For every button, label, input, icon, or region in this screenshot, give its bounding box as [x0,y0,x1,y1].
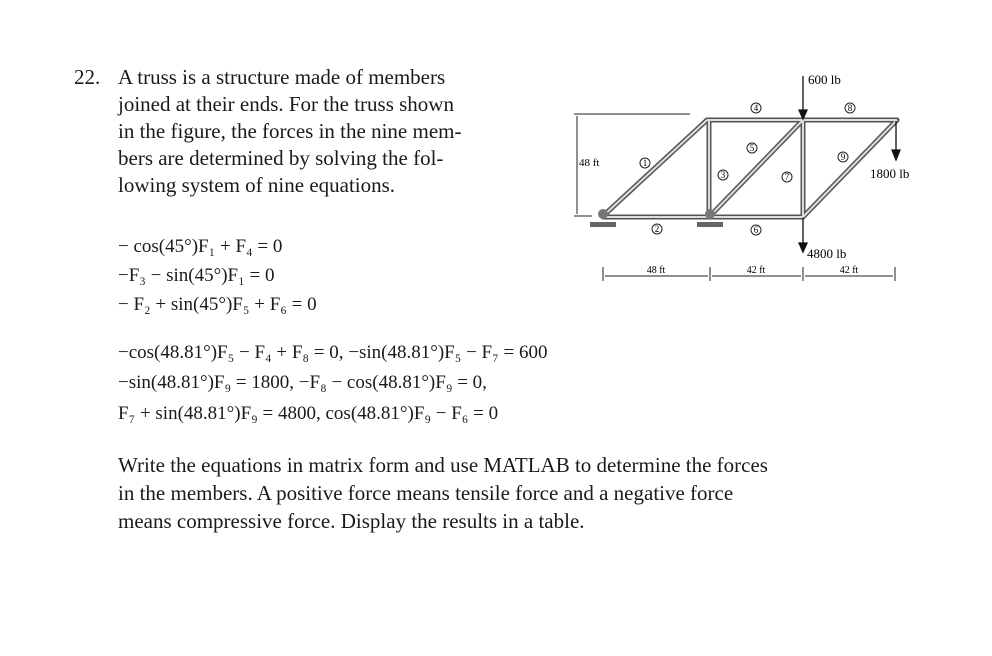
load-600: 600 lb [808,72,841,87]
svg-text:1: 1 [642,158,648,168]
statement-line: in the figure, the forces in the nine mem- [118,119,462,143]
problem-number: 22. [74,65,101,89]
member-label-6 [751,225,761,235]
member-label-8 [845,103,855,113]
span-label: 42 ft [839,265,859,276]
member-label-9 [838,152,848,162]
equation: −F₃ − sin(45°)F₁ = 0 [118,265,275,286]
equation: −cos(48.81°)F₅ − F₄ + F₈ = 0, −sin(48.81°)F₅ − F₇ = 600 [118,342,548,363]
statement-line: A truss is a structure made of members [118,65,446,89]
svg-text:5: 5 [749,143,755,153]
member-label-1 [640,158,650,168]
svg-text:7: 7 [784,172,790,182]
statement-line: bers are determined by solving the fol- [118,146,444,170]
load-4800: 4800 lb [807,246,847,261]
svg-text:9: 9 [840,152,846,162]
closing-line: Write the equations in matrix form and use MATLAB to determine the forces [118,453,768,477]
statement-line: joined at their ends. For the truss shown [118,92,454,116]
height-label: 48 ft [579,157,600,169]
equation: F₇ + sin(48.81°)F₉ = 4800, cos(48.81°)F₉ − F₆ = 0 [118,403,499,424]
truss-members [603,120,897,217]
equation: −sin(48.81°)F₉ = 1800, −F₈ − cos(48.81°)F₉ = 0, [118,372,487,393]
member-label-7 [782,172,792,182]
load-1800: 1800 lb [870,166,910,181]
member-label-4 [751,103,761,113]
closing-line: in the members. A positive force means tensile force and a negative force [118,481,734,505]
svg-text:4: 4 [753,103,759,113]
member-label-5 [747,143,757,153]
equation: − F₂ + sin(45°)F₅ + F₆ = 0 [118,294,317,315]
svg-text:8: 8 [847,103,853,113]
member-label-2 [652,224,662,234]
span-label: 42 ft [746,265,766,276]
svg-text:2: 2 [654,224,660,234]
closing-line: means compressive force. Display the results in a table. [118,509,585,533]
svg-text:3: 3 [720,170,726,180]
member-label-3 [718,170,728,180]
svg-text:6: 6 [753,225,759,235]
equation: − cos(45°)F₁ + F₄ = 0 [118,236,283,257]
span-label: 48 ft [646,265,666,276]
statement-line: lowing system of nine equations. [118,173,396,197]
